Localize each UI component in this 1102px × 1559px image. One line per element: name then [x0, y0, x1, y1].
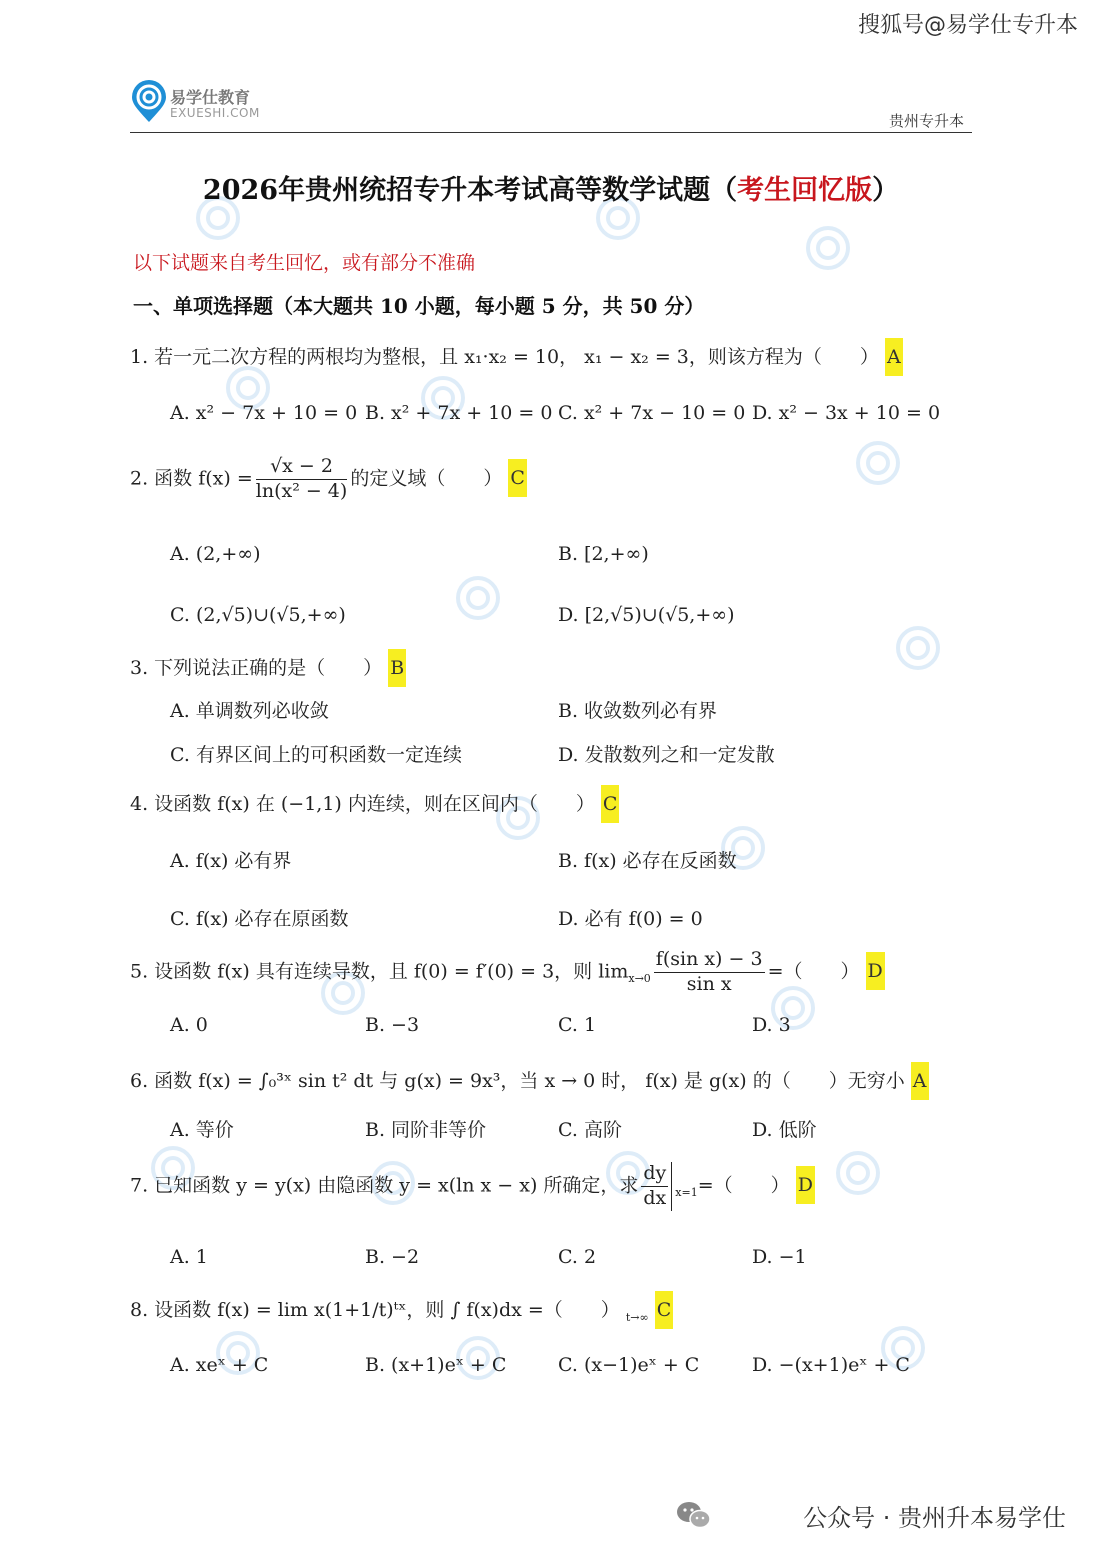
- question-8: [130, 1295, 673, 1324]
- option-6d: D. 低阶: [752, 1119, 817, 1141]
- option-2c: C. (2,√5)∪(√5,+∞): [170, 604, 346, 626]
- option-4a: A. f(x) 必有界: [170, 850, 292, 872]
- option-7a: A. 1: [170, 1246, 208, 1268]
- question-stem: 7. 已知函数 y = y(x) 由隐函数 y = x(ln x − x) 所确定，求: [130, 1174, 639, 1197]
- option-1a: A. x² − 7x + 10 = 0: [170, 402, 358, 424]
- option-4d: D. 必有 f(0) = 0: [558, 908, 703, 930]
- option-1c: C. x² + 7x − 10 = 0: [558, 402, 746, 424]
- source-caption: 搜狐号@易学仕专升本: [857, 13, 1078, 38]
- fraction-numerator: f(sin x) − 3: [654, 948, 765, 973]
- watermark-logo: [455, 575, 501, 621]
- header-category: 贵州专升本: [888, 112, 964, 130]
- question-3: [130, 653, 406, 680]
- option-3a: A. 单调数列必收敛: [170, 700, 329, 722]
- option-7c: C. 2: [558, 1246, 597, 1268]
- question-5: [130, 948, 885, 997]
- answer-highlight: C: [655, 1291, 674, 1329]
- option-5c: C. 1: [558, 1014, 597, 1036]
- fraction-denominator: ln(x² − 4): [255, 479, 348, 502]
- fraction-numerator: dy: [641, 1162, 668, 1187]
- notice-text: 以下试题来自考生回忆，或有部分不准确: [133, 252, 476, 274]
- option-2d: D. [2,√5)∪(√5,+∞): [558, 604, 735, 626]
- question-stem: 5. 设函数 f(x) 具有连续导数，且 f(0) = f′(0) = 3，则 lim: [130, 960, 629, 983]
- answer-highlight: D: [796, 1166, 815, 1204]
- option-1b: B. x² + 7x + 10 = 0: [365, 402, 553, 424]
- watermark-logo: [895, 625, 941, 671]
- option-8a: A. xeˣ + C: [170, 1354, 269, 1376]
- option-4c: C. f(x) 必存在原函数: [170, 908, 349, 930]
- section-heading: 一、单项选择题（本大题共 10 小题，每小题 5 分，共 50 分）: [133, 294, 705, 318]
- question-stem: 4. 设函数 f(x) 在 (−1,1) 内连续，则在区间内（ ）: [130, 793, 595, 815]
- question-2: [130, 455, 527, 504]
- title-close: ）: [872, 175, 900, 206]
- option-3d: D. 发散数列之和一定发散: [558, 744, 775, 766]
- logo-cn-text: 易学仕教育: [170, 88, 251, 107]
- fraction-denominator: sin x: [686, 972, 732, 995]
- limit-subscript: x→0: [628, 972, 651, 986]
- option-4b: B. f(x) 必存在反函数: [558, 850, 737, 872]
- option-6b: B. 同阶非等价: [365, 1119, 487, 1141]
- question-stem-tail: 的定义域（ ）: [350, 467, 503, 490]
- option-5a: A. 0: [170, 1014, 208, 1036]
- question-stem-tail: =（ ）: [767, 960, 860, 983]
- option-3b: B. 收敛数列必有界: [558, 700, 718, 722]
- fraction-denominator: dx: [643, 1186, 667, 1209]
- option-8c: C. (x−1)eˣ + C: [558, 1354, 700, 1376]
- question-4: [130, 789, 619, 816]
- question-6: [130, 1066, 929, 1093]
- answer-highlight: C: [508, 459, 527, 497]
- watermark-logo: [805, 225, 851, 271]
- watermark-logo: [855, 440, 901, 486]
- option-5d: D. 3: [752, 1014, 791, 1036]
- option-2b: B. [2,+∞): [558, 543, 649, 565]
- question-stem: 3. 下列说法正确的是（ ）: [130, 657, 383, 679]
- option-2a: A. (2,+∞): [170, 543, 261, 565]
- fraction-numerator: √x − 2: [256, 455, 348, 480]
- option-5b: B. −3: [365, 1014, 420, 1036]
- question-stem: 1. 若一元二次方程的两根均为整根，且 x₁·x₂ = 10， x₁ − x₂ = 3，则该方程为（ ）: [130, 346, 879, 368]
- question-stem-tail: =（ ）: [697, 1174, 790, 1197]
- page-title: [0, 168, 1102, 207]
- option-8d: D. −(x+1)eˣ + C: [752, 1354, 910, 1376]
- question-1: [130, 342, 903, 369]
- title-main: 2026年贵州统招专升本考试高等数学试题（: [202, 175, 738, 206]
- title-red: 考生回忆版: [737, 175, 873, 206]
- footer-account: 公众号 · 贵州升本易学仕: [803, 1504, 1066, 1532]
- watermark-logo: [835, 1150, 881, 1196]
- answer-highlight: A: [911, 1062, 929, 1100]
- question-stem: 6. 函数 f(x) = ∫₀³ˣ sin t² dt 与 g(x) = 9x³，当 x → 0 时， f(x) 是 g(x) 的（ ）无穷小: [130, 1070, 905, 1092]
- evaluation-point: x=1: [675, 1186, 698, 1200]
- wechat-icon: [676, 1500, 712, 1534]
- option-6a: A. 等价: [170, 1119, 234, 1141]
- option-7b: B. −2: [365, 1246, 420, 1268]
- answer-highlight: C: [601, 785, 620, 823]
- option-7d: D. −1: [752, 1246, 807, 1268]
- option-1d: D. x² − 3x + 10 = 0: [752, 402, 941, 424]
- header-rule: [130, 132, 972, 133]
- answer-highlight: A: [885, 338, 903, 376]
- fraction: [256, 455, 348, 504]
- question-7: [130, 1162, 815, 1211]
- option-8b: B. (x+1)eˣ + C: [365, 1354, 507, 1376]
- fraction: [654, 948, 765, 997]
- answer-highlight: D: [866, 952, 885, 990]
- question-stem: 2. 函数 f(x) =: [130, 467, 253, 490]
- limit-subscript: t→∞: [625, 1310, 649, 1324]
- question-stem: 8. 设函数 f(x) = lim x(1+1/t)ᵗˣ，则 ∫ f(x)dx =（ ）: [130, 1299, 620, 1321]
- option-6c: C. 高阶: [558, 1119, 622, 1141]
- spiral-logo-icon: [130, 80, 168, 124]
- option-3c: C. 有界区间上的可积函数一定连续: [170, 744, 462, 766]
- fraction: [641, 1162, 672, 1211]
- logo-en-text: EXUESHI.COM: [170, 106, 260, 120]
- answer-highlight: B: [388, 649, 406, 687]
